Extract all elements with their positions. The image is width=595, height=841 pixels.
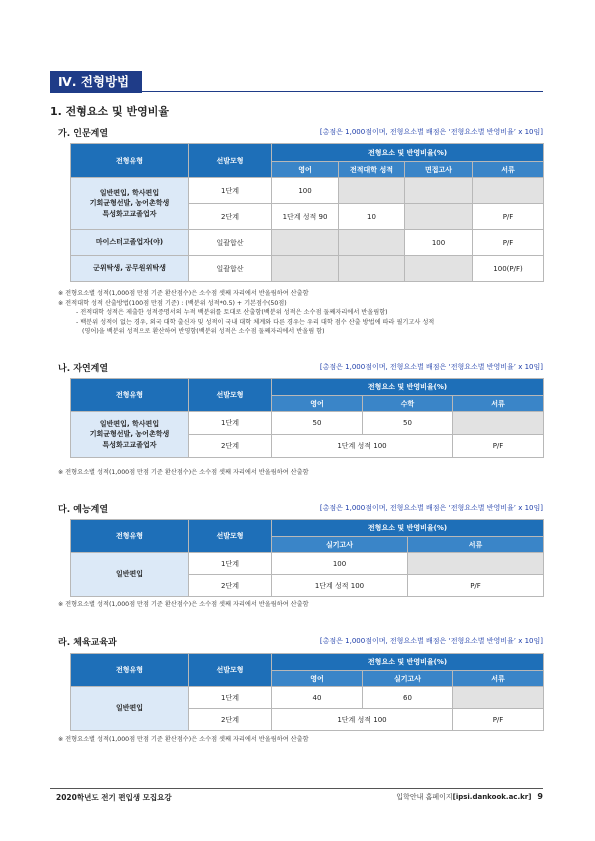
cell-empty xyxy=(473,178,544,204)
footnote: ※ 전형요소별 성적(1,000점 만점 기준 환산점수)은 소수점 셋째 자리에서 반올림하여 산출함 xyxy=(58,469,309,476)
sub-header: 서류 xyxy=(408,537,544,553)
sub-header: 영어 xyxy=(272,396,363,412)
part-a-footnotes xyxy=(58,289,434,337)
part-a-note: [총점은 1,000점이며, 전형요소별 배점은 ‘전형요소별 반영비율’ x 10임] xyxy=(319,128,543,136)
cell-value: 1단계 성적 100 xyxy=(272,435,453,458)
col-model: 선발모형 xyxy=(189,654,272,687)
sub-header: 서류 xyxy=(473,162,544,178)
footnote: - 전적대학 성적은 제출한 성적증명서의 누적 백분위를 토대로 산출함(백분위 성적은 소수점 둘째자리에서 반올림함) xyxy=(76,309,388,317)
cell-value: 40 xyxy=(272,687,363,709)
table-arts xyxy=(70,519,544,597)
row-group-label: 일반편입 xyxy=(71,553,189,597)
part-c-title: 다. 예능계열 xyxy=(58,505,109,515)
col-model: 선발모형 xyxy=(189,520,272,553)
cell-value: 10 xyxy=(339,204,405,230)
col-type: 전형유형 xyxy=(71,654,189,687)
row-group-label: 일반편입 xyxy=(71,687,189,731)
part-d-footnote xyxy=(58,735,309,745)
cell-value: 50 xyxy=(272,412,363,435)
cell-model: 2단계 xyxy=(189,435,272,458)
cell-model: 1단계 xyxy=(189,687,272,709)
part-a-title: 가. 인문계열 xyxy=(58,129,109,139)
cell-model: 2단계 xyxy=(189,709,272,731)
section-divider xyxy=(142,91,543,92)
cell-value: 1단계 성적 100 xyxy=(272,709,453,731)
part-b-footnote xyxy=(58,468,309,478)
cell-value: P/F xyxy=(453,709,544,731)
cell-model: 1단계 xyxy=(189,178,272,204)
col-group: 전형요소 및 반영비율(%) xyxy=(272,379,544,396)
table-humanities xyxy=(70,143,544,282)
cell-value: P/F xyxy=(473,230,544,256)
part-c-note: [총점은 1,000점이며, 전형요소별 배점은 ‘전형요소별 반영비율’ x 10임] xyxy=(319,504,543,512)
footer-info xyxy=(396,792,543,802)
col-group: 전형요소 및 반영비율(%) xyxy=(272,520,544,537)
cell-empty xyxy=(339,230,405,256)
cell-empty xyxy=(405,178,473,204)
cell-model: 2단계 xyxy=(189,575,272,597)
cell-model: 일괄합산 xyxy=(189,256,272,282)
row-group-label: 군위탁생, 공무원위탁생 xyxy=(71,256,189,282)
cell-empty xyxy=(453,687,544,709)
footer-homepage-label: 입학안내 홈페이지 xyxy=(396,793,453,801)
cell-empty xyxy=(405,256,473,282)
footnote: ※ 전형요소별 성적(1,000점 만점 기준 환산점수)은 소수점 셋째 자리에서 반올림하여 산출함 xyxy=(58,601,309,608)
footer-divider xyxy=(50,788,543,789)
cell-value: 100 xyxy=(405,230,473,256)
part-d-note: [총점은 1,000점이며, 전형요소별 배점은 ‘전형요소별 반영비율’ x 10임] xyxy=(319,637,543,645)
row-group-label: 일반편입, 학사편입 기회균형선발, 농어촌학생 특성화고교졸업자 xyxy=(71,412,189,458)
cell-value: P/F xyxy=(408,575,544,597)
cell-model: 1단계 xyxy=(189,412,272,435)
col-model: 선발모형 xyxy=(189,144,272,178)
sub-header: 영어 xyxy=(272,671,363,687)
cell-model: 1단계 xyxy=(189,553,272,575)
footnote: ※ 전형요소별 성적(1,000점 만점 기준 환산점수)은 소수점 셋째 자리에서 반올림하여 산출함 xyxy=(58,736,309,743)
cell-empty xyxy=(405,204,473,230)
cell-value: P/F xyxy=(453,435,544,458)
sub-header: 실기고사 xyxy=(272,537,408,553)
col-type: 전형유형 xyxy=(71,379,189,412)
cell-value: 60 xyxy=(363,687,453,709)
sub-header: 실기고사 xyxy=(363,671,453,687)
part-c-footnote xyxy=(58,600,309,610)
cell-value: 100 xyxy=(272,553,408,575)
cell-value: P/F xyxy=(473,204,544,230)
col-type: 전형유형 xyxy=(71,520,189,553)
page-number: 9 xyxy=(537,792,543,801)
cell-empty xyxy=(272,230,339,256)
cell-value: 50 xyxy=(363,412,453,435)
row-group-label: 일반편입, 학사편입 기회균형선발, 농어촌학생 특성화고교졸업자 xyxy=(71,178,189,230)
col-type: 전형유형 xyxy=(71,144,189,178)
footer-title: 2020학년도 전기 편입생 모집요강 xyxy=(56,793,172,802)
col-model: 선발모형 xyxy=(189,379,272,412)
part-d-title: 라. 체육교육과 xyxy=(58,638,117,648)
sub-header: 수학 xyxy=(363,396,453,412)
cell-value: 1단계 성적 90 xyxy=(272,204,339,230)
footnote: (영어)을 백분위 성적으로 환산하여 반영함(백분위 성적은 소수점 둘째자리에서 반올림 함) xyxy=(82,328,325,336)
sub-header: 서류 xyxy=(453,671,544,687)
footnote: ※ 전형요소별 성적(1,000점 만점 기준 환산점수)은 소수점 셋째 자리에서 반올림하여 산출함 xyxy=(58,290,309,297)
section-header xyxy=(50,71,543,93)
cell-model: 2단계 xyxy=(189,204,272,230)
cell-empty xyxy=(272,256,339,282)
cell-value: 100(P/F) xyxy=(473,256,544,282)
heading-1: 1. 전형요소 및 반영비율 xyxy=(50,105,169,118)
part-b-note: [총점은 1,000점이며, 전형요소별 배점은 ‘전형요소별 반영비율’ x 10임] xyxy=(319,363,543,371)
table-physical-education xyxy=(70,653,544,731)
sub-header: 영어 xyxy=(272,162,339,178)
sub-header: 면접고사 xyxy=(405,162,473,178)
footnote: ※ 전적대학 성적 산출방법(100점 만점 기준) : (백분위 성적*0.5) + 기본점수(50점) xyxy=(58,299,287,307)
footer-url-link[interactable]: [ipsi.dankook.ac.kr] xyxy=(452,793,532,801)
sub-header: 서류 xyxy=(453,396,544,412)
footnote: - 백분위 성적이 없는 경우, 외국 대학 출신자 및 성적이 국내 대학 체계와 다른 경우는 우리 대학 점수 산출 방법에 따라 필기고사 성적 xyxy=(76,318,435,326)
cell-empty xyxy=(453,412,544,435)
section-title: Ⅳ. 전형방법 xyxy=(50,71,142,93)
cell-empty xyxy=(339,256,405,282)
cell-empty xyxy=(339,178,405,204)
cell-empty xyxy=(408,553,544,575)
col-group: 전형요소 및 반영비율(%) xyxy=(272,654,544,671)
cell-value: 1단계 성적 100 xyxy=(272,575,408,597)
row-group-label: 마이스터고졸업자(야) xyxy=(71,230,189,256)
col-group: 전형요소 및 반영비율(%) xyxy=(272,144,544,162)
part-b-title: 나. 자연계열 xyxy=(58,364,109,374)
cell-value: 100 xyxy=(272,178,339,204)
table-science xyxy=(70,378,544,458)
cell-model: 일괄합산 xyxy=(189,230,272,256)
sub-header: 전적대학 성적 xyxy=(339,162,405,178)
